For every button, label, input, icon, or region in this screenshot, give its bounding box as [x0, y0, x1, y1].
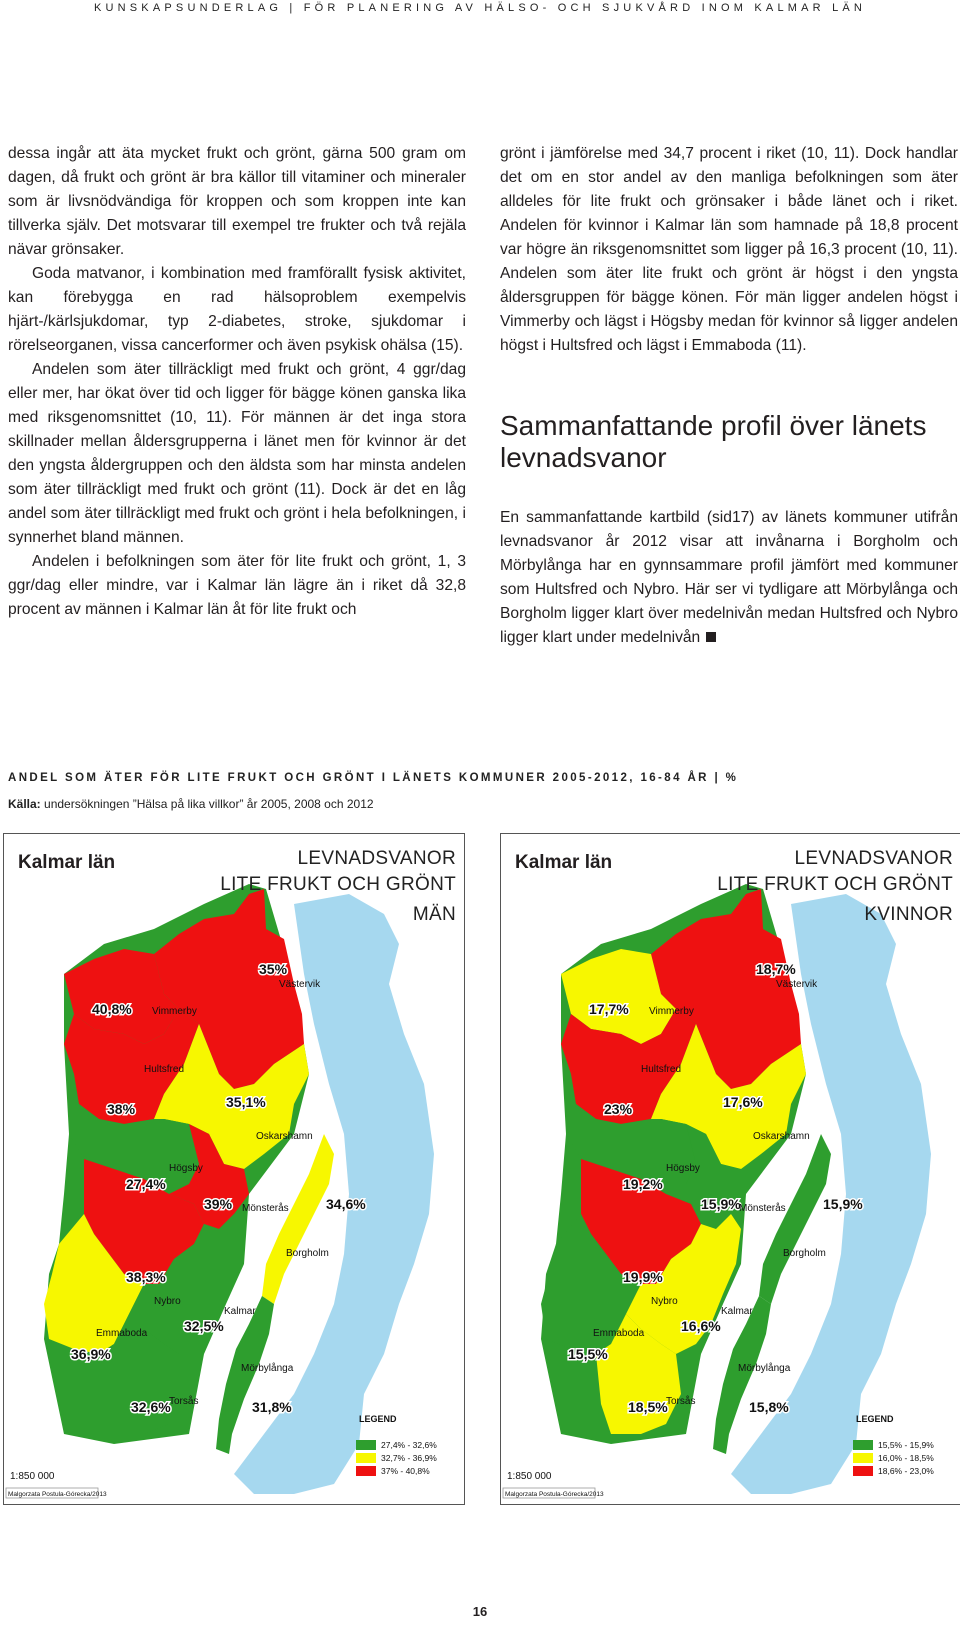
figure-title: ANDEL SOM ÄTER FÖR LITE FRUKT OCH GRÖNT I LÄNETS KOMMUNER 2005-2012, 16-84 ÅR | % [8, 772, 739, 784]
end-mark-icon [706, 632, 716, 642]
place-name-oskarshamn: Oskarshamn [753, 1131, 810, 1142]
value-label-torsas: 32,6% [131, 1399, 171, 1415]
place-name-emmaboda: Emmaboda [96, 1328, 148, 1339]
value-label-vastervik: 18,7% [756, 961, 796, 977]
value-label-hultsfred: 23% [604, 1101, 633, 1117]
place-name-hultsfred: Hultsfred [641, 1064, 682, 1075]
value-label-vastervik: 35% [259, 961, 288, 977]
value-label-nybro: 19,9% [623, 1269, 663, 1285]
right-column [500, 142, 958, 650]
paragraph [500, 506, 958, 650]
value-label-hogsby: 27,4% [126, 1176, 166, 1192]
map-men-graphic [4, 834, 464, 1504]
figure-source [8, 797, 374, 811]
value-label-oskarshamn: 17,6% [723, 1094, 763, 1110]
map-women [500, 833, 960, 1505]
map-region-title: Kalmar län [18, 852, 116, 873]
legend-swatch [356, 1453, 376, 1463]
municipality-morbylanga [216, 1296, 274, 1454]
left-column [8, 142, 466, 622]
map-heading-line1: LEVNADSVANOR [297, 848, 456, 869]
place-name-monsteras: Mönsterås [242, 1203, 289, 1214]
paragraph-text: En sammanfattande kartbild (sid17) av länets kommuner utifrån levnadsvanor år 2012 visar att invånarna i Borgholm och Mörbylånga har en gynnsammare profil jämfört med kommuner som Hultsfred och Nybro. Här ser vi tydligare att Mörbylånga och Borgholm ligger klart över medelnivån medan Hultsfred och Nybro ligger klart under medelnivån [500, 509, 958, 646]
place-name-emmaboda: Emmaboda [593, 1328, 645, 1339]
map-heading-line2: LITE FRUKT OCH GRÖNT [717, 874, 953, 895]
map-men [3, 833, 465, 1505]
legend-title: LEGEND [856, 1414, 894, 1424]
place-name-torsas: Torsås [666, 1396, 696, 1407]
place-name-nybro: Nybro [651, 1296, 678, 1307]
place-name-morbylanga: Mörbylånga [241, 1363, 294, 1374]
place-name-hogsby: Högsby [666, 1163, 700, 1174]
legend-title: LEGEND [359, 1414, 397, 1424]
value-label-emmaboda: 15,5% [568, 1346, 608, 1362]
source-text: undersökningen ”Hälsa på lika villkor” år 2005, 2008 och 2012 [40, 797, 374, 811]
legend-swatch [356, 1466, 376, 1476]
place-name-torsas: Torsås [169, 1396, 199, 1407]
place-name-oskarshamn: Oskarshamn [256, 1131, 313, 1142]
value-label-borgholm: 34,6% [326, 1196, 366, 1212]
legend-swatch [356, 1440, 376, 1450]
place-name-kalmar: Kalmar [721, 1306, 753, 1317]
map-heading-line3: KVINNOR [864, 904, 953, 925]
value-label-monsteras: 15,9% [701, 1196, 741, 1212]
place-name-monsteras: Mönsterås [739, 1203, 786, 1214]
value-label-torsas: 18,5% [628, 1399, 668, 1415]
legend-label: 16,0% - 18,5% [878, 1453, 934, 1463]
map-women-graphic [501, 834, 960, 1504]
value-label-kalmar: 32,5% [184, 1318, 224, 1334]
map-heading-line1: LEVNADSVANOR [794, 848, 953, 869]
map-region-title: Kalmar län [515, 852, 613, 873]
place-name-vastervik: Västervik [279, 979, 321, 990]
legend-label: 15,5% - 15,9% [878, 1440, 934, 1450]
value-label-kalmar: 16,6% [681, 1318, 721, 1334]
value-label-hultsfred: 38% [107, 1101, 136, 1117]
scale-label: 1:850 000 [507, 1471, 552, 1482]
place-name-hultsfred: Hultsfred [144, 1064, 185, 1075]
legend-label: 27,4% - 32,6% [381, 1440, 437, 1450]
paragraph: grönt i jämförelse med 34,7 procent i riket (10, 11). Dock handlar det om en stor andel av den manliga befolkningen som äter alldeles för lite frukt och grönsaker i både länet och i riket. Andelen för kvinnor i Kalmar län som hamnade på 18,8 procent var högre än riksgenomsnittet som ligger på 16,3 procent (10, 11). Andelen som äter lite frukt och grönt är högst i den yngsta åldersgruppen för bägge könen. För män ligger andelen högst i Vimmerby och lägst i Högsby medan för kvinnor så ligger andelen högst i Hultsfred och lägst i Emmaboda (11). [500, 145, 958, 354]
place-name-kalmar: Kalmar [224, 1306, 256, 1317]
place-name-hogsby: Högsby [169, 1163, 203, 1174]
source-label: Källa: [8, 797, 41, 811]
value-label-hogsby: 19,2% [623, 1176, 663, 1192]
credit-label: Malgorzata Postula-Górecka/2013 [505, 1491, 604, 1498]
place-name-vimmerby: Vimmerby [152, 1006, 197, 1017]
legend-swatch [853, 1453, 873, 1463]
place-name-borgholm: Borgholm [783, 1248, 826, 1259]
value-label-morbylanga: 31,8% [252, 1399, 292, 1415]
value-label-vimmerby: 17,7% [589, 1001, 629, 1017]
page-number: 16 [472, 1604, 488, 1619]
paragraph: Andelen i befolkningen som äter för lite frukt och grönt, 1, 3 ggr/dag eller mindre, var i Kalmar län lägre än i riket då 32,8 procent av männen i Kalmar län åt för lite frukt och [8, 553, 466, 618]
map-heading-line2: LITE FRUKT OCH GRÖNT [220, 874, 456, 895]
place-name-borgholm: Borgholm [286, 1248, 329, 1259]
value-label-borgholm: 15,9% [823, 1196, 863, 1212]
value-label-emmaboda: 36,9% [71, 1346, 111, 1362]
section-heading: Sammanfattande profil över länets levnadsvanor [500, 410, 927, 473]
credit-label: Malgorzata Postula-Górecka/2013 [8, 1491, 107, 1498]
legend-label: 32,7% - 36,9% [381, 1453, 437, 1463]
legend-label: 18,6% - 23,0% [878, 1466, 934, 1476]
place-name-vastervik: Västervik [776, 979, 818, 990]
paragraph: dessa ingår att äta mycket frukt och grönt, gärna 500 gram om dagen, då frukt och grönt är bra källor till vitaminer och mineraler som är livsnödvändiga för kroppen och som kroppen inte kan tillverka själv. Det motsvarar till exempel tre frukter och två rejäla nävar grönsaker. [8, 145, 466, 258]
place-name-vimmerby: Vimmerby [649, 1006, 694, 1017]
municipality-morbylanga [713, 1296, 771, 1454]
value-label-morbylanga: 15,8% [749, 1399, 789, 1415]
legend-label: 37% - 40,8% [381, 1466, 430, 1476]
place-name-nybro: Nybro [154, 1296, 181, 1307]
scale-label: 1:850 000 [10, 1471, 55, 1482]
value-label-oskarshamn: 35,1% [226, 1094, 266, 1110]
legend-swatch [853, 1466, 873, 1476]
legend-swatch [853, 1440, 873, 1450]
place-name-morbylanga: Mörbylånga [738, 1363, 791, 1374]
paragraph: Andelen som äter tillräckligt med frukt och grönt, 4 ggr/dag eller mer, har ökat över tid och ligger för bägge könen ganska lika med riksgenomsnittet (10, 11). För männen är det inga stora skillnader mellan åldersgrupperna i länet men för kvinnor är det den yngsta åldergruppen och den äldsta som har minsta andelen som äter tillräckligt med frukt och grönt (11). Dock är det en låg andel som äter tillräckligt med frukt och grönt i hela befolkningen, i synnerhet bland männen. [8, 361, 466, 546]
paragraph: Goda matvanor, i kombination med framförallt fysisk aktivitet, kan förebygga en rad hälsoproblem exempelvis hjärt-/kärlsjukdomar, typ 2-diabetes, stroke, sjukdomar i rörelseorganen, vissa cancerformer och även psykisk ohälsa (15). [8, 265, 466, 354]
value-label-monsteras: 39% [204, 1196, 233, 1212]
page-header: KUNSKAPSUNDERLAG | FÖR PLANERING AV HÄLSO- OCH SJUKVÅRD INOM KALMAR LÄN [93, 2, 867, 14]
map-heading-line3: MÄN [412, 904, 456, 925]
value-label-vimmerby: 40,8% [92, 1001, 132, 1017]
value-label-nybro: 38,3% [126, 1269, 166, 1285]
